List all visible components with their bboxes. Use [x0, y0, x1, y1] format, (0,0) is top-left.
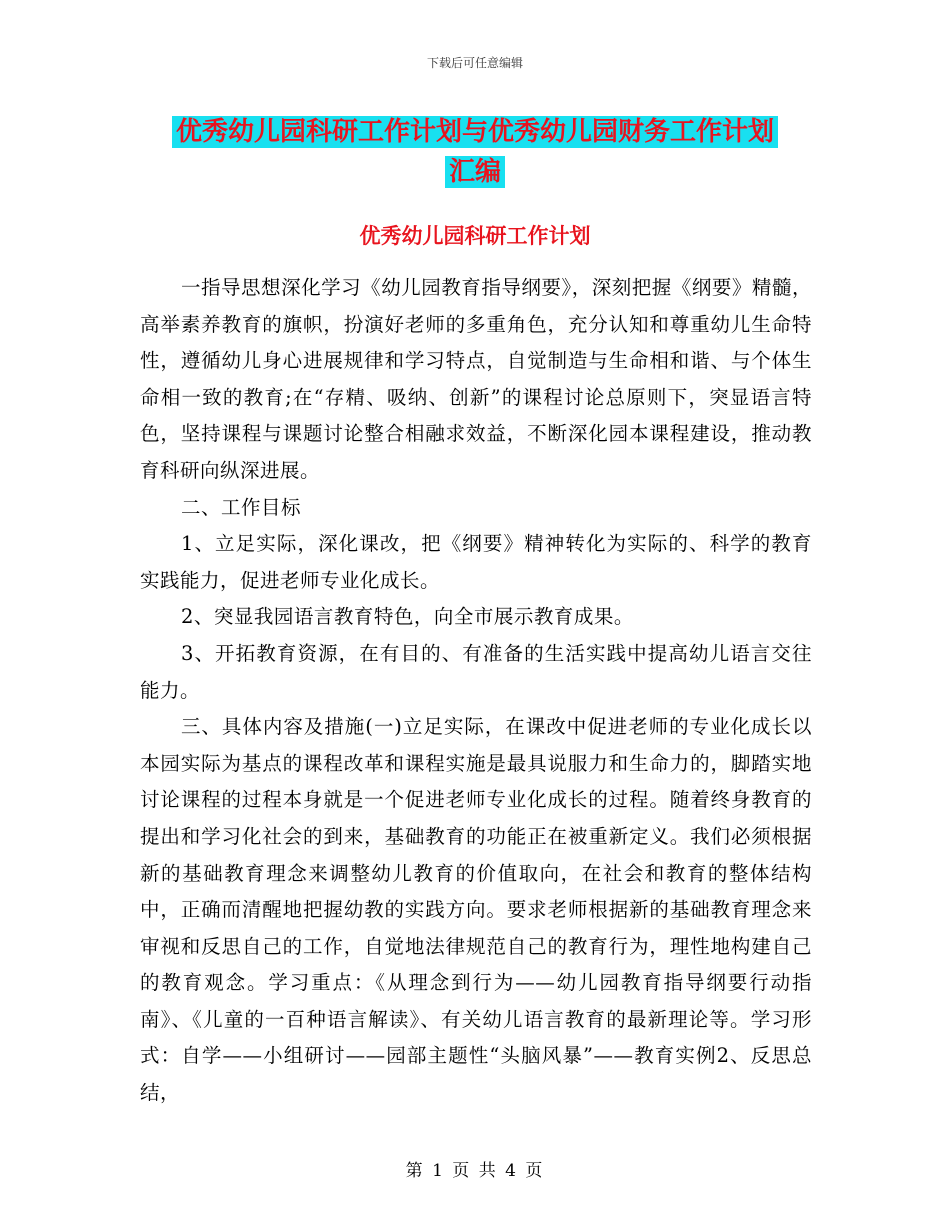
paragraph-work-goals-heading: 二、工作目标	[180, 495, 301, 519]
header-note: 下载后可任意编辑	[426, 56, 523, 70]
paragraph-goal-2: 2、突显我园语言教育特色，向全市展示教育成果。	[180, 605, 634, 629]
paragraph-goal-3: 3、开拓教育资源，在有目的、有准备的生活实践中提高幼儿语言交往能力。	[140, 641, 812, 702]
document-title-line-2: 汇编	[445, 156, 505, 188]
document-title-line-1: 优秀幼儿园科研工作计划与优秀幼儿园财务工作计划	[172, 116, 778, 148]
paragraph-measures: 三、具体内容及措施(一)立足实际，在课改中促进老师的专业化成长以本园实际为基点的课程改革和课程实施是最具说服力和生命力的，脚踏实地讨论课程的过程本身就是一个促进老师专业化成长的过程。随着终身教育的提出和学习化社会的到来，基础教育的功能正在被重新定义。我们必须根据新的基础教育理念来调整幼儿教育的价值取向，在社会和教育的整体结构中，正确而清醒地把握幼教的实践方向。要求老师根据新的基础教育理念来审视和反思自己的工作，自觉地法律规范自己的教育行为，理性地构建自己的教育观念。学习重点：《从理念到行为——幼儿园教育指导纲要行动指南》、《儿童的一百种语言解读》、有关幼儿语言教育的最新理论等。学习形式：自学——小组研讨——园部主题性“头脑风暴”——教育实例2、反思总结，	[140, 715, 812, 1105]
paragraph-guiding-ideology: 一指导思想深化学习《幼儿园教育指导纲要》，深刻把握《纲要》精髓，高举素养教育的旗帜，扮演好老师的多重角色，充分认知和尊重幼儿生命特性，遵循幼儿身心进展规律和学习特点，自觉制造与生命相和谐、与个体生命相一致的教育;在“存精、吸纳、创新”的课程讨论总原则下，突显语言特色，坚持课程与课题讨论整合相融求效益，不断深化园本课程建设，推动教育科研向纵深进展。	[140, 276, 812, 482]
page-footer: 第 1 页 共 4 页	[405, 1161, 545, 1181]
document-title	[0, 112, 950, 192]
section-title: 优秀幼儿园科研工作计划	[359, 224, 591, 248]
body-text	[140, 270, 812, 1112]
paragraph-goal-1: 1、立足实际，深化课改，把《纲要》精神转化为实际的、科学的教育实践能力，促进老师专业化成长。	[140, 532, 812, 592]
